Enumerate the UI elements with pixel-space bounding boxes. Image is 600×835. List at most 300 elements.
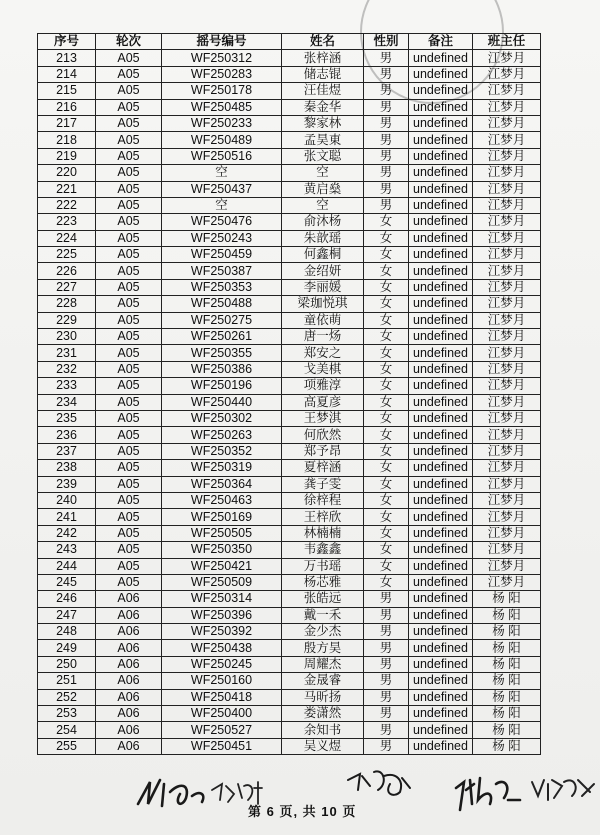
cell-head-teacher: 江梦月 [473,296,541,312]
cell-remark: undefined [409,427,473,443]
cell-name: 童依萌 [282,312,364,328]
table-header-row [38,34,541,50]
cell-gender: 女 [364,394,409,410]
table-row [38,345,541,361]
cell-remark: undefined [409,509,473,525]
cell-name: 项雅淳 [282,378,364,394]
cell-lottery-id: WF250263 [162,427,282,443]
cell-serial: 249 [38,640,96,656]
cell-serial: 221 [38,181,96,197]
cell-serial: 229 [38,312,96,328]
cell-head-teacher: 江梦月 [473,66,541,82]
cell-serial: 248 [38,624,96,640]
cell-round: A05 [96,345,162,361]
cell-name: 何欣然 [282,427,364,443]
cell-remark: undefined [409,476,473,492]
cell-lottery-id: 空 [162,165,282,181]
cell-lottery-id: WF250438 [162,640,282,656]
cell-head-teacher: 江梦月 [473,476,541,492]
cell-round: A05 [96,476,162,492]
cell-gender: 男 [364,706,409,722]
cell-gender: 男 [364,99,409,115]
cell-remark: undefined [409,689,473,705]
table-row [38,230,541,246]
cell-lottery-id: WF250314 [162,591,282,607]
cell-serial: 243 [38,542,96,558]
table-row [38,460,541,476]
cell-lottery-id: WF250196 [162,378,282,394]
cell-head-teacher: 杨 阳 [473,689,541,705]
cell-round: A05 [96,361,162,377]
cell-serial: 246 [38,591,96,607]
cell-remark: undefined [409,361,473,377]
cell-serial: 244 [38,558,96,574]
cell-gender: 女 [364,345,409,361]
cell-name: 黎家林 [282,115,364,131]
cell-gender: 男 [364,656,409,672]
table-row [38,706,541,722]
cell-round: A06 [96,722,162,738]
table-row [38,197,541,213]
cell-remark: undefined [409,525,473,541]
cell-name: 汪佳煜 [282,83,364,99]
cell-gender: 女 [364,427,409,443]
cell-remark: undefined [409,197,473,213]
cell-lottery-id: WF250387 [162,263,282,279]
cell-name: 郑予昂 [282,443,364,459]
header-lottery-id: 摇号编号 [162,34,282,50]
cell-head-teacher: 江梦月 [473,361,541,377]
cell-lottery-id: WF250392 [162,624,282,640]
cell-round: A05 [96,214,162,230]
cell-gender: 男 [364,115,409,131]
table-row [38,329,541,345]
cell-lottery-id: WF250527 [162,722,282,738]
cell-head-teacher: 江梦月 [473,558,541,574]
cell-head-teacher: 江梦月 [473,263,541,279]
table-row [38,394,541,410]
cell-round: A05 [96,148,162,164]
cell-serial: 251 [38,673,96,689]
cell-gender: 男 [364,722,409,738]
cell-serial: 253 [38,706,96,722]
cell-remark: undefined [409,247,473,263]
cell-remark: undefined [409,214,473,230]
cell-serial: 223 [38,214,96,230]
signature-4 [450,770,530,816]
cell-round: A06 [96,640,162,656]
cell-name: 龚子雯 [282,476,364,492]
cell-lottery-id: 空 [162,197,282,213]
cell-serial: 235 [38,410,96,426]
cell-gender: 男 [364,83,409,99]
cell-lottery-id: WF250386 [162,361,282,377]
cell-gender: 女 [364,476,409,492]
cell-name: 王梦淇 [282,410,364,426]
cell-lottery-id: WF250505 [162,525,282,541]
cell-head-teacher: 江梦月 [473,312,541,328]
cell-remark: undefined [409,148,473,164]
cell-serial: 241 [38,509,96,525]
cell-gender: 男 [364,689,409,705]
cell-round: A06 [96,607,162,623]
table-row [38,689,541,705]
cell-head-teacher: 杨 阳 [473,656,541,672]
cell-remark: undefined [409,607,473,623]
cell-remark: undefined [409,296,473,312]
cell-name: 空 [282,197,364,213]
cell-round: A05 [96,99,162,115]
cell-gender: 男 [364,165,409,181]
cell-remark: undefined [409,345,473,361]
cell-name: 万书瑶 [282,558,364,574]
cell-head-teacher: 江梦月 [473,165,541,181]
cell-head-teacher: 江梦月 [473,460,541,476]
cell-lottery-id: WF250302 [162,410,282,426]
table-row [38,492,541,508]
cell-round: A06 [96,656,162,672]
cell-head-teacher: 江梦月 [473,378,541,394]
cell-gender: 男 [364,738,409,754]
cell-lottery-id: WF250275 [162,312,282,328]
cell-round: A06 [96,591,162,607]
signature-5 [528,772,598,808]
cell-round: A06 [96,706,162,722]
table-row [38,263,541,279]
table-row [38,624,541,640]
table-row [38,115,541,131]
cell-head-teacher: 杨 阳 [473,591,541,607]
cell-name: 梁珈悦琪 [282,296,364,312]
cell-head-teacher: 江梦月 [473,132,541,148]
cell-gender: 男 [364,607,409,623]
cell-gender: 女 [364,279,409,295]
cell-lottery-id: WF250283 [162,66,282,82]
cell-name: 戴一禾 [282,607,364,623]
cell-round: A05 [96,460,162,476]
cell-serial: 239 [38,476,96,492]
header-remark: 备注 [409,34,473,50]
cell-lottery-id: WF250509 [162,574,282,590]
cell-head-teacher: 江梦月 [473,197,541,213]
table-row [38,443,541,459]
cell-gender: 男 [364,50,409,66]
cell-remark: undefined [409,673,473,689]
cell-remark: undefined [409,624,473,640]
cell-name: 张梓涵 [282,50,364,66]
cell-round: A05 [96,83,162,99]
table-body [38,50,541,755]
cell-lottery-id: WF250261 [162,329,282,345]
table-row [38,247,541,263]
table-row [38,83,541,99]
cell-round: A06 [96,689,162,705]
cell-gender: 男 [364,640,409,656]
cell-serial: 236 [38,427,96,443]
cell-round: A05 [96,279,162,295]
cell-round: A05 [96,132,162,148]
cell-serial: 242 [38,525,96,541]
cell-name: 黄启燊 [282,181,364,197]
cell-head-teacher: 江梦月 [473,345,541,361]
cell-round: A05 [96,492,162,508]
cell-head-teacher: 江梦月 [473,83,541,99]
cell-remark: undefined [409,443,473,459]
cell-round: A06 [96,624,162,640]
cell-lottery-id: WF250418 [162,689,282,705]
header-name: 姓名 [282,34,364,50]
table-row [38,640,541,656]
table-row [38,738,541,754]
cell-remark: undefined [409,394,473,410]
cell-head-teacher: 江梦月 [473,99,541,115]
table-row [38,722,541,738]
cell-gender: 女 [364,312,409,328]
cell-serial: 233 [38,378,96,394]
cell-name: 俞沐杨 [282,214,364,230]
cell-name: 张文聪 [282,148,364,164]
page-footer [0,796,600,835]
cell-lottery-id: WF250243 [162,230,282,246]
cell-round: A06 [96,673,162,689]
cell-round: A05 [96,263,162,279]
cell-lottery-id: WF250364 [162,476,282,492]
cell-lottery-id: WF250350 [162,542,282,558]
cell-name: 戈美棋 [282,361,364,377]
cell-head-teacher: 杨 阳 [473,640,541,656]
cell-round: A05 [96,50,162,66]
cell-round: A05 [96,394,162,410]
cell-serial: 237 [38,443,96,459]
cell-gender: 女 [364,460,409,476]
cell-remark: undefined [409,460,473,476]
cell-name: 朱歆瑶 [282,230,364,246]
cell-serial: 213 [38,50,96,66]
cell-gender: 女 [364,492,409,508]
roster-table [37,33,541,755]
cell-serial: 218 [38,132,96,148]
cell-head-teacher: 江梦月 [473,181,541,197]
cell-name: 吴义煜 [282,738,364,754]
cell-remark: undefined [409,574,473,590]
cell-round: A05 [96,558,162,574]
cell-head-teacher: 江梦月 [473,443,541,459]
cell-lottery-id: WF250476 [162,214,282,230]
cell-gender: 女 [364,443,409,459]
cell-remark: undefined [409,492,473,508]
cell-head-teacher: 江梦月 [473,410,541,426]
cell-serial: 247 [38,607,96,623]
cell-remark: undefined [409,99,473,115]
table-row [38,410,541,426]
cell-round: A05 [96,296,162,312]
cell-gender: 女 [364,509,409,525]
page-number-label: 第 6 页, 共 10 页 [248,804,357,819]
table-row [38,312,541,328]
cell-name: 殷方昊 [282,640,364,656]
cell-remark: undefined [409,591,473,607]
cell-lottery-id: WF250245 [162,656,282,672]
table-row [38,99,541,115]
cell-serial: 245 [38,574,96,590]
header-gender: 性别 [364,34,409,50]
cell-remark: undefined [409,312,473,328]
cell-serial: 232 [38,361,96,377]
cell-serial: 240 [38,492,96,508]
cell-round: A05 [96,525,162,541]
cell-round: A05 [96,115,162,131]
cell-lottery-id: WF250396 [162,607,282,623]
cell-lottery-id: WF250169 [162,509,282,525]
cell-name: 夏梓涵 [282,460,364,476]
cell-name: 金绍妍 [282,263,364,279]
cell-remark: undefined [409,329,473,345]
cell-head-teacher: 江梦月 [473,279,541,295]
cell-head-teacher: 江梦月 [473,148,541,164]
cell-serial: 228 [38,296,96,312]
cell-name: 孟昊東 [282,132,364,148]
cell-round: A05 [96,181,162,197]
table-row [38,132,541,148]
cell-remark: undefined [409,722,473,738]
cell-lottery-id: WF250353 [162,279,282,295]
cell-name: 余知书 [282,722,364,738]
cell-gender: 男 [364,197,409,213]
cell-name: 唐一炀 [282,329,364,345]
cell-head-teacher: 江梦月 [473,492,541,508]
cell-head-teacher: 江梦月 [473,214,541,230]
cell-gender: 女 [364,410,409,426]
cell-head-teacher: 江梦月 [473,230,541,246]
cell-remark: undefined [409,378,473,394]
cell-lottery-id: WF250421 [162,558,282,574]
cell-lottery-id: WF250160 [162,673,282,689]
table-row [38,673,541,689]
cell-round: A05 [96,165,162,181]
cell-round: A05 [96,197,162,213]
cell-gender: 女 [364,361,409,377]
cell-round: A05 [96,66,162,82]
cell-gender: 男 [364,673,409,689]
cell-lottery-id: WF250352 [162,443,282,459]
table-row [38,361,541,377]
cell-name: 周耀杰 [282,656,364,672]
cell-remark: undefined [409,132,473,148]
header-round: 轮次 [96,34,162,50]
cell-gender: 女 [364,378,409,394]
signature-3 [344,766,414,802]
cell-gender: 女 [364,296,409,312]
cell-lottery-id: WF250516 [162,148,282,164]
table-row [38,574,541,590]
cell-round: A05 [96,312,162,328]
cell-serial: 220 [38,165,96,181]
cell-gender: 女 [364,214,409,230]
table-row [38,476,541,492]
cell-name: 马昕扬 [282,689,364,705]
cell-remark: undefined [409,410,473,426]
cell-serial: 214 [38,66,96,82]
cell-remark: undefined [409,50,473,66]
cell-lottery-id: WF250178 [162,83,282,99]
table-row [38,656,541,672]
cell-round: A05 [96,247,162,263]
cell-head-teacher: 江梦月 [473,427,541,443]
cell-remark: undefined [409,656,473,672]
cell-name: 秦金华 [282,99,364,115]
table-row [38,525,541,541]
cell-head-teacher: 杨 阳 [473,607,541,623]
cell-name: 空 [282,165,364,181]
cell-remark: undefined [409,558,473,574]
cell-head-teacher: 江梦月 [473,247,541,263]
cell-head-teacher: 江梦月 [473,50,541,66]
cell-head-teacher: 江梦月 [473,509,541,525]
cell-lottery-id: WF250400 [162,706,282,722]
cell-head-teacher: 杨 阳 [473,738,541,754]
cell-name: 金晟睿 [282,673,364,689]
cell-lottery-id: WF250459 [162,247,282,263]
header-serial: 序号 [38,34,96,50]
cell-lottery-id: WF250355 [162,345,282,361]
cell-round: A05 [96,427,162,443]
cell-round: A05 [96,509,162,525]
cell-lottery-id: WF250488 [162,296,282,312]
cell-round: A05 [96,574,162,590]
cell-remark: undefined [409,706,473,722]
cell-name: 李丽媛 [282,279,364,295]
cell-name: 林楠楠 [282,525,364,541]
cell-serial: 250 [38,656,96,672]
table-header [38,34,541,50]
cell-name: 郑安之 [282,345,364,361]
cell-name: 杨芯雅 [282,574,364,590]
cell-serial: 217 [38,115,96,131]
cell-serial: 225 [38,247,96,263]
cell-lottery-id: WF250437 [162,181,282,197]
cell-serial: 224 [38,230,96,246]
cell-round: A05 [96,378,162,394]
cell-round: A06 [96,738,162,754]
cell-head-teacher: 杨 阳 [473,673,541,689]
cell-head-teacher: 江梦月 [473,525,541,541]
cell-name: 高夏彦 [282,394,364,410]
cell-head-teacher: 江梦月 [473,542,541,558]
cell-head-teacher: 江梦月 [473,574,541,590]
cell-name: 金少杰 [282,624,364,640]
cell-serial: 255 [38,738,96,754]
cell-remark: undefined [409,263,473,279]
cell-lottery-id: WF250440 [162,394,282,410]
cell-serial: 215 [38,83,96,99]
table-row [38,427,541,443]
cell-name: 娄潇然 [282,706,364,722]
cell-serial: 230 [38,329,96,345]
cell-remark: undefined [409,115,473,131]
cell-gender: 女 [364,525,409,541]
cell-remark: undefined [409,542,473,558]
table-row [38,279,541,295]
cell-gender: 女 [364,263,409,279]
cell-serial: 252 [38,689,96,705]
cell-head-teacher: 杨 阳 [473,706,541,722]
cell-remark: undefined [409,181,473,197]
cell-round: A05 [96,329,162,345]
cell-serial: 231 [38,345,96,361]
cell-head-teacher: 杨 阳 [473,722,541,738]
table-row [38,509,541,525]
cell-gender: 女 [364,574,409,590]
